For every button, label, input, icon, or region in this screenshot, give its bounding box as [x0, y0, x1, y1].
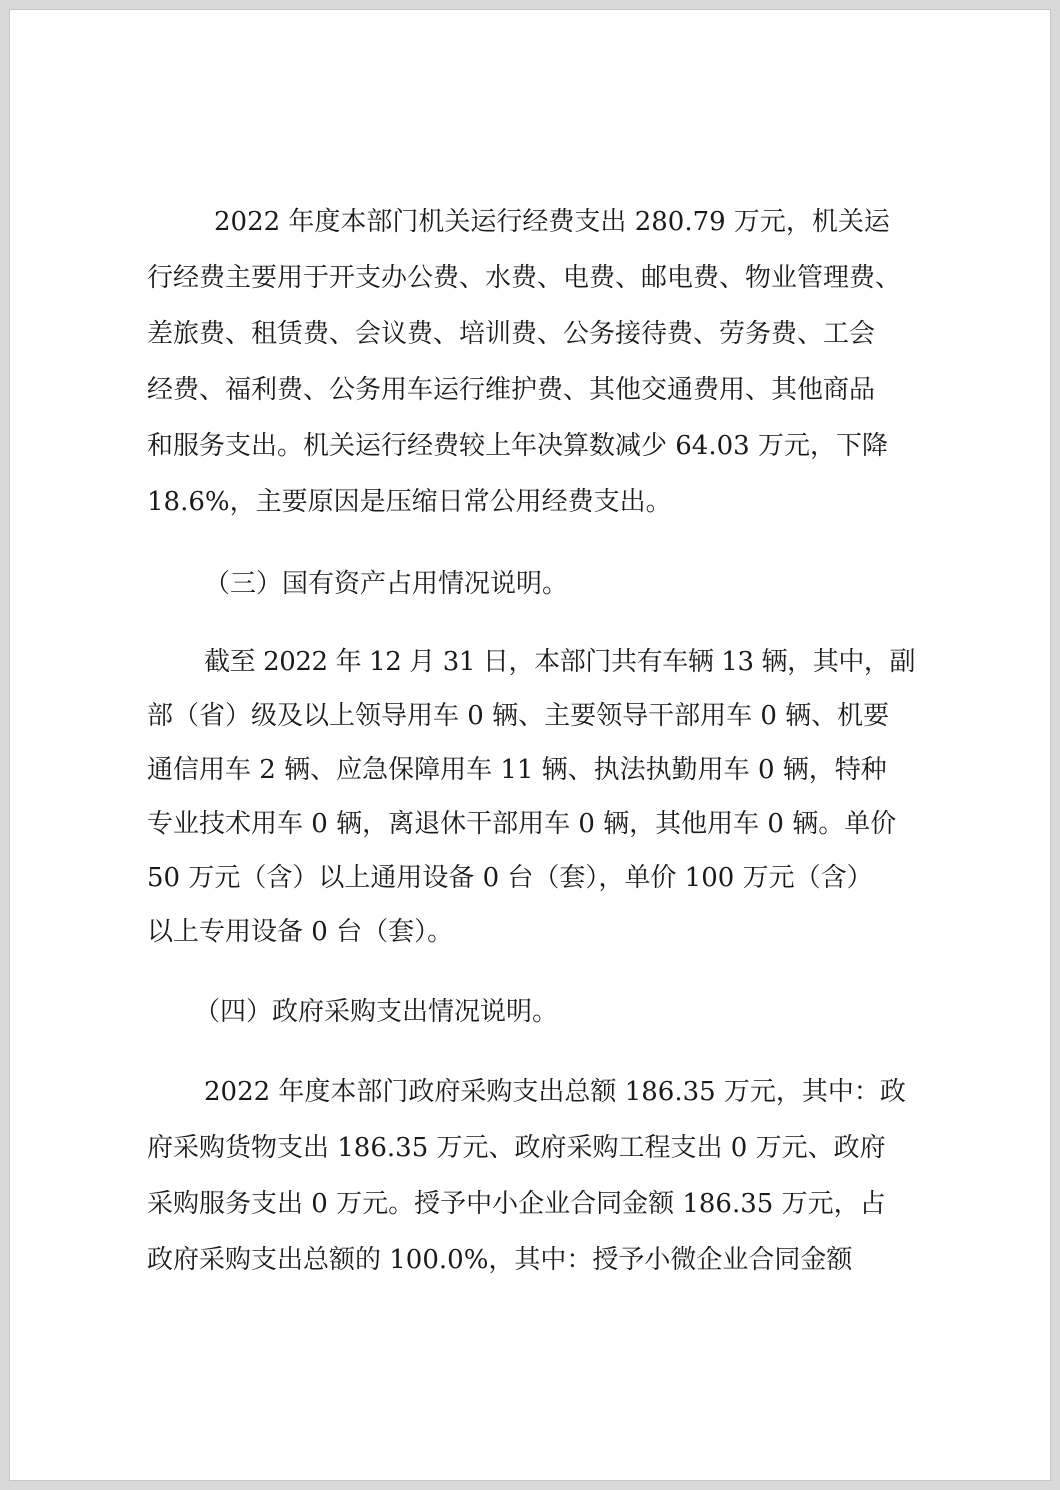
paragraph-line: 行经费主要用于开支办公费、水费、电费、邮电费、物业管理费、 [147, 263, 902, 293]
paragraph-line: 差旅费、租赁费、会议费、培训费、公务接待费、劳务费、工会 [147, 319, 876, 349]
paragraph-line: 50 万元（含）以上通用设备 0 台（套），单价 100 万元（含） [147, 863, 873, 893]
paragraph-line: 府采购货物支出 186.35 万元、政府采购工程支出 0 万元、政府 [147, 1133, 886, 1163]
section-heading: （三）国有资产占用情况说明。 [204, 569, 569, 599]
paragraph-line: 经费、福利费、公务用车运行维护费、其他交通费用、其他商品 [147, 375, 876, 405]
paragraph-line: 政府采购支出总额的 100.0%，其中：授予小微企业合同金额 [147, 1245, 853, 1275]
paragraph-line: 通信用车 2 辆、应急保障用车 11 辆、执法执勤用车 0 辆，特种 [147, 755, 887, 785]
section-heading: （四）政府采购支出情况说明。 [194, 997, 559, 1027]
paragraph-line: 2022 年度本部门机关运行经费支出 280.79 万元，机关运 [214, 207, 890, 237]
paragraph-line: 部（省）级及以上领导用车 0 辆、主要领导干部用车 0 辆、机要 [147, 701, 890, 731]
paragraph-line: 18.6%，主要原因是压缩日常公用经费支出。 [147, 487, 672, 517]
paragraph-line: 和服务支出。机关运行经费较上年决算数减少 64.03 万元，下降 [147, 431, 888, 461]
paragraph-line: 采购服务支出 0 万元。授予中小企业合同金额 186.35 万元，占 [147, 1189, 886, 1219]
paragraph-line: 截至 2022 年 12 月 31 日，本部门共有车辆 13 辆，其中，副 [204, 647, 916, 677]
paragraph-line: 2022 年度本部门政府采购支出总额 186.35 万元，其中：政 [204, 1077, 906, 1107]
paragraph-line: 以上专用设备 0 台（套）。 [147, 917, 454, 947]
paragraph-line: 专业技术用车 0 辆，离退休干部用车 0 辆，其他用车 0 辆。单价 [147, 809, 897, 839]
document-page [9, 9, 1051, 1481]
